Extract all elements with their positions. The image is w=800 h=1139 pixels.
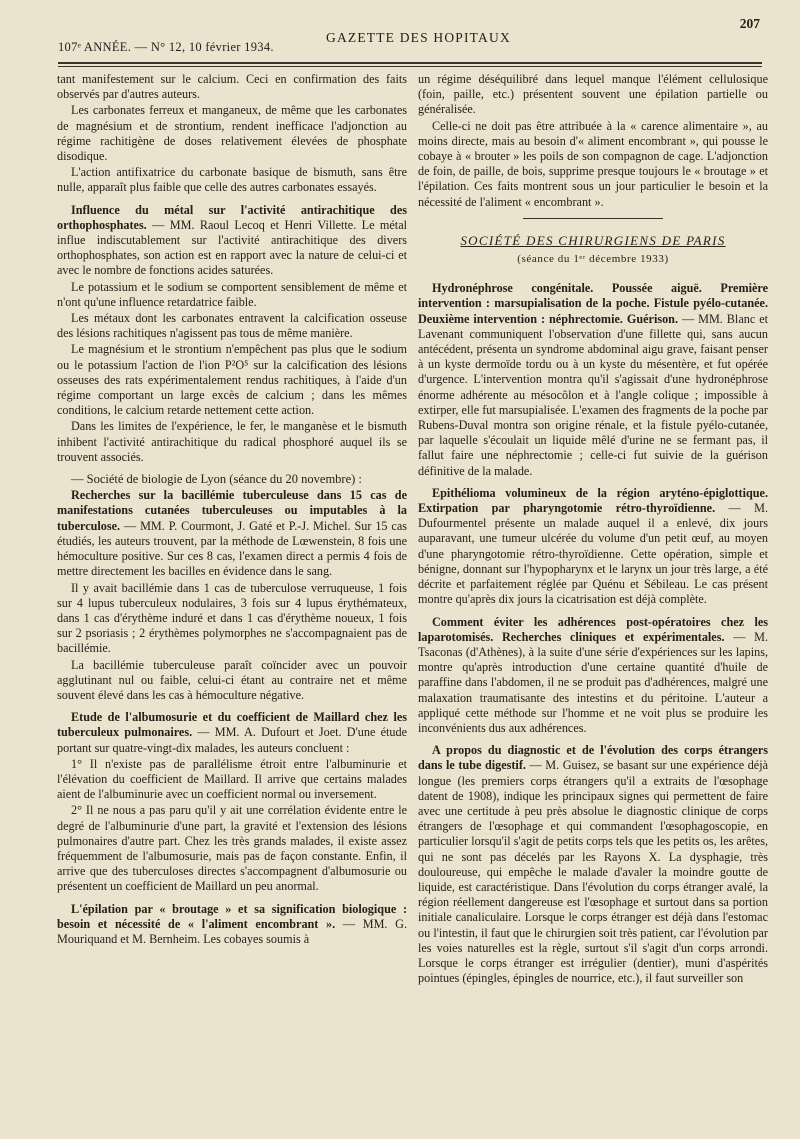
issue-line: 107ᵉ ANNÉE. — N° 12, 10 février 1934. bbox=[58, 40, 274, 54]
page-number: 207 bbox=[739, 16, 760, 31]
article-heading: Comment éviter les adhérences post-opératoires chez les laparotomisés. Recherches cliniques et expérimentales. bbox=[418, 614, 768, 644]
body-paragraph: La bacillémie tuberculeuse paraît coïncider avec un pouvoir agglutinant nul ou faible, celui-ci étant au contraire net et même souvent élevé dans les cas à hémoculture négative. bbox=[57, 657, 407, 702]
header-rule-thin bbox=[58, 66, 762, 67]
body-paragraph: Il y avait bacillémie dans 1 cas de tuberculose verruqueuse, 1 fois sur 4 lupus tuberculeux nodulaires, 3 fois sur 4 lupus érythémateux, dans 1 cas d'érythème induré et dans 1 cas d'érythème noueux, 1 fois sur 2 psoriasis ; 2 érythèmes polymorphes ne s'accompagnaient pas de bacillémie. bbox=[57, 580, 407, 656]
article-heading: Recherches sur la bacillémie tuberculeuse dans 15 cas de manifestations cutanées tuberculeuses ou imputables à la tuberculose. bbox=[57, 488, 407, 533]
article-paragraph bbox=[418, 743, 768, 986]
body-paragraph: Celle-ci ne doit pas être attribuée à la « carence alimentaire », au moins directe, mais au besoin d'« aliment encombrant », qui pousse le cobaye à « brouter » les poils de son compagnon de cage. L'adjonction de foin, de paille, de bois, supprime presque toujours le « broutage » et l'épilation. Ces faits montrent sous un jour particulier le besoin et la nécessité de l'aliment « encombrant ». bbox=[418, 118, 768, 209]
article-text: — MM. A. Dufourt et Joet. D'une étude portant sur quatre-vingt-dix malades, les auteurs concluent : bbox=[57, 725, 407, 755]
body-paragraph: un régime déséquilibré dans lequel manque l'élément cellulosique (foin, paille, etc.) présentent souvent une épilation partielle ou généralisée. bbox=[418, 72, 768, 117]
section-title: SOCIÉTÉ DES CHIRURGIENS DE PARIS bbox=[460, 232, 726, 248]
body-paragraph: 1° Il n'existe pas de parallélisme étroit entre l'albuminurie et l'élévation du coefficient de Maillard. Il arrive que certains malades aient de l'albuminurie avec un coefficient normal ou inversement. bbox=[57, 756, 407, 802]
article-text: — MM. G. Mouriquand et M. Bernheim. Les cobayes soumis à bbox=[57, 916, 408, 946]
article-heading: Etude de l'albumosurie et du coefficient de Maillard chez les tuberculeux pulmonaires. bbox=[57, 710, 407, 740]
body-paragraph: 2° Il ne nous a pas paru qu'il y ait une corrélation évidente entre le degré de l'albuminurie d'une part, la gravité et l'extension des lésions pulmonaires d'autre part. Chez les très grands malades, il existe assez fréquemment de l'albumosurie, mais pas de façon constante. Enfin, il arrive que des tuberculoses directes s'accompagnent d'albumosurie ou présentent un coefficient de Maillard un peu anormal. bbox=[57, 803, 407, 894]
left-column bbox=[57, 72, 407, 948]
article-text: — M. Guisez, se basant sur une expérience déjà longue (les premiers corps étrangers qu'il a extraits de l'œsophage datent de 1908), indique les principaux signes qui permettent de faire avec une certitude à peu près absolue le diagnostic clinique de corps étrangers de l'œsophage et qui commandent l'œsophagoscopie, en particulier lorsqu'il s'agit de petits corps tels que les petits os, les arêtes, qui ne sont pas décelés par les Rayons X. La dysphagie, très douloureuse, qui empêche le malade d'avaler la moindre goutte de liquide, est caractéristique. Dans l'évolution du corps étranger avalé, la région réellement dangereuse est l'œsophage et surtout dans sa portion initiale canaliculaire. Lorsque le corps étranger est déjà dans l'estomac ou l'intestin, il faut que le chirurgien soit très patient, car l'évolution par les voies naturelles est la règle, surtout s'il s'agit d'un corps arrondi. Lorsque le corps étranger est irrégulier (dentier), muni d'aspérités pointues (épingles, épingles de nourrice, etc.), il faut surveiller son bbox=[418, 758, 768, 986]
article-heading: Epithélioma volumineux de la région aryténo-épiglottique. Extirpation par pharyngotomie rétro-thyroïdienne. bbox=[418, 485, 768, 516]
right-column bbox=[418, 72, 768, 987]
article-paragraph bbox=[418, 281, 768, 479]
body-paragraph: Dans les limites de l'expérience, le fer, le manganèse et le bismuth inhibent l'activité antirachitique du radical phosphoré auquel ils se trouvent associés. bbox=[57, 419, 407, 464]
society-heading: — Société de biologie de Lyon (séance du 20 novembre) : bbox=[71, 472, 362, 487]
article-heading: L'épilation par « broutage » et sa signification biologique : besoin et nécessité de « l'aliment encombrant ». bbox=[57, 901, 407, 931]
body-paragraph: L'action antifixatrice du carbonate basique de bismuth, sans être nulle, apparaît plus faible que celle des autres carbonates essayés. bbox=[57, 165, 407, 195]
body-paragraph: Le potassium et le sodium se comportent sensiblement de même et n'ont qu'une influence retardatrice faible. bbox=[57, 279, 407, 309]
article-paragraph bbox=[57, 710, 407, 756]
article-heading: Hydronéphrose congénitale. Poussée aiguë. Première intervention : marsupialisation de la poche. Fistule pyélo-cutanée. Deuxième intervention : néphrectomie. Guérison. bbox=[418, 281, 768, 326]
article-text: — M. Dufourmentel présente un malade auquel il a enlevé, dix jours auparavant, une tumeur ulcérée du volume d'un petit œuf, au moyen d'une pharyngotomie rétro-thyroïdienne. Cette opération, simple et bénigne, donnant sur l'hypopharynx et le larynx un jour très large, a été décrite et parfaitement réglée par Quénu et Sébileau. Le cas présent montre qu'après dix jours la cicatrisation est déjà complète. bbox=[418, 501, 768, 607]
article-text: — MM. Raoul Lecoq et Henri Villette. Le métal influe indiscutablement sur l'activité antirachitique des divers orthophosphates, son action est en rapport avec la nature de celui-ci et avec le nombre de fonctions acides saturées. bbox=[57, 217, 407, 278]
article-paragraph bbox=[418, 486, 768, 608]
page-header bbox=[58, 16, 760, 60]
body-paragraph: Les métaux dont les carbonates entravent la calcification osseuse des lésions rachitiques n'agissent pas tous de même manière. bbox=[57, 311, 407, 341]
article-paragraph bbox=[57, 203, 407, 279]
header-rule bbox=[58, 62, 762, 64]
journal-title: GAZETTE DES HOPITAUX bbox=[326, 30, 511, 45]
article-paragraph bbox=[57, 488, 407, 579]
section-subtitle: (séance du 1ᵉʳ décembre 1933) bbox=[517, 253, 669, 266]
article-text: — M. Tsaconas (d'Athènes), à la suite d'une série d'expériences sur les lapins, montre qu'après introduction d'une certaine quantité d'huile de paraffine dans l'abdomen, il ne se produit pas d'adhérences, malgré une malaxation traumatisante des intestins et du péritoine. L'auteur a appliqué cette méthode sur l'homme et ne voit plus se produire les inconvénients dus aux adhérences. bbox=[418, 629, 768, 735]
article-heading: Influence du métal sur l'activité antirachitique des orthophosphates. bbox=[57, 202, 407, 232]
body-paragraph: Les carbonates ferreux et manganeux, de même que les carbonates de magnésium et de strontium, rendent inefficace l'adjonction au régime rachitigène de doses relativement élevées de phosphate disodique. bbox=[57, 103, 407, 164]
article-heading: A propos du diagnostic et de l'évolution des corps étrangers dans le tube digestif. bbox=[418, 743, 768, 773]
body-paragraph: tant manifestement sur le calcium. Ceci en confirmation des faits observés par d'autres auteurs. bbox=[57, 72, 407, 102]
article-text: — MM. P. Courmont, J. Gaté et P.-J. Michel. Sur 15 cas étudiés, les auteurs trouvent, par la méthode de Lœwenstein, 8 fois une hémoculture positive. Sur ces 8 cas, l'examen direct a permis 4 fois de mettre directement les bacilles en évidence dans le sang. bbox=[57, 518, 407, 579]
article-paragraph bbox=[418, 615, 768, 737]
body-paragraph: Le magnésium et le strontium n'empêchent pas plus que le sodium ou le potassium l'action de l'ion P²O⁵ sur la calcification des lésions osseuses des rats expérimentalement rendus rachitiques, à l'aide d'un régime comportant un large excès de calcium ; dans les mêmes conditions, le calcium retarde nettement cette action. bbox=[57, 342, 407, 418]
section-divider bbox=[523, 218, 663, 219]
article-paragraph bbox=[57, 902, 407, 948]
article-text: — MM. Blanc et Lavenant communiquent l'observation d'une fillette qui, sans aucun antécédent, présenta un syndrome abdominal aigu grave, faisant penser à un kyste dermoïde tordu ou à un kyste du mésentère, et fut opérée d'urgence. L'intervention montra qu'il s'agissait d'une hydronéphrose énorme adhérente au mésocôlon et à l'angle colique ; impossible à extirper, elle fut marsupialisée. L'examen des fragments de la poche par Rubens-Duval montra son origine rénale, et la fistule pyélo-cutanée, par laquelle s'écoulait un liquide mêlé d'urine ne se fermant pas, il fallut faire une néphrectomie ; celle-ci fut suivie de la guérison définitive de la malade. bbox=[418, 311, 768, 478]
